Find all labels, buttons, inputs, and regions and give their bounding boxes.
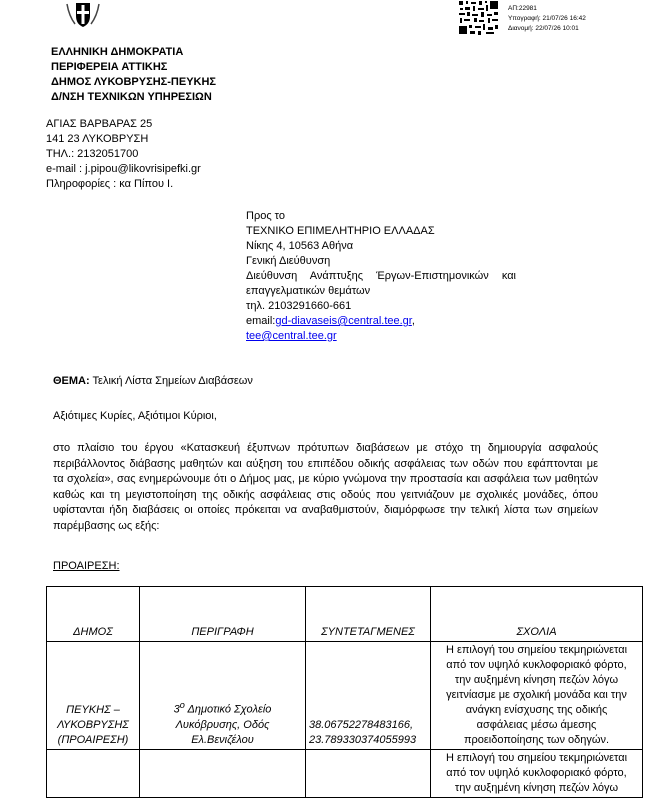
- cell-line: Ελ.Βενιζέλου: [191, 734, 254, 746]
- greeting: Αξιότιμες Κυρίες, Αξιότιμοι Κύριοι,: [53, 410, 217, 422]
- section-title: ΠΡΟΑΙΡΕΣΗ:: [53, 560, 120, 572]
- letterhead: [51, 45, 216, 105]
- crossings-table: [46, 586, 643, 798]
- table-header-row: [47, 587, 643, 642]
- greek-emblem-icon: [63, 2, 103, 28]
- letterhead-line: ΔΗΜΟΣ ΛΥΚΟΒΡΥΣΗΣ-ΠΕΥΚΗΣ: [51, 76, 217, 88]
- recipient-street: Νίκης 4, 10563 Αθήνα: [246, 240, 354, 252]
- coordinates-cell: [306, 750, 431, 798]
- recipient-email-line: [246, 314, 516, 329]
- cell-line: ΠΕΥΚΗΣ –: [66, 704, 120, 716]
- table-row: [47, 642, 643, 750]
- cell-line: την αυξημένη κίνηση πεζών λόγω: [454, 782, 619, 794]
- recipient-block: [246, 209, 516, 344]
- email-link-tee[interactable]: tee@central.tee.gr: [246, 330, 337, 342]
- cell-line: προειδοποίησης των οδηγών.: [463, 734, 610, 746]
- municipality-cell: [47, 750, 140, 798]
- letterhead-line: ΠΕΡΙΦΕΡΕΙΑ ΑΤΤΙΚΗΣ: [51, 61, 168, 73]
- cell-line: (ΠΡΟΑΙΡΕΣΗ): [57, 734, 129, 746]
- body-line: παρέμβασης ως εξής:: [53, 519, 160, 532]
- cell-line: από τον υψηλό κυκλοφοριακό φόρτο,: [446, 767, 627, 779]
- address-line: e-mail : j.pipou@likovrisipefki.gr: [46, 163, 201, 175]
- address-line: ΤΗΛ.: 2132051700: [46, 148, 139, 160]
- letterhead-line: ΕΛΛΗΝΙΚΗ ΔΗΜΟΚΡΑΤΙΑ: [51, 46, 184, 58]
- cell-line: [143, 698, 302, 718]
- cell-line: από τον υψηλό κυκλοφοριακό φόρτο,: [446, 659, 627, 671]
- school-number: 3: [173, 704, 180, 716]
- cell-line: Λυκόβρυσης, Οδός: [175, 719, 270, 731]
- cell-line: Η επιλογή του σημείου τεκμηριώνεται: [445, 644, 628, 656]
- body-line: τα σχολεία», σας ενημερώνουμε ότι ο Δήμος μας, με κύριο γνώμονα την προστασία και ασφάλεια των μαθητών: [53, 473, 598, 485]
- letterhead-line: Δ/ΝΣΗ ΤΕΧΝΙΚΩΝ ΥΠΗΡΕΣΙΩΝ: [51, 91, 212, 103]
- column-header: ΣΥΝΤΕΤΑΓΜΕΝΕΣ: [306, 587, 431, 642]
- notes-cell: [431, 750, 643, 798]
- subject-label: ΘΕΜΑ:: [53, 375, 90, 387]
- column-header: ΣΧΟΛΙΑ: [431, 587, 643, 642]
- address-line: ΑΓΙΑΣ ΒΑΡΒΑΡΑΣ 25: [46, 118, 153, 130]
- description-cell: [140, 642, 306, 750]
- qr-code: [458, 0, 500, 36]
- body-paragraph: [53, 441, 598, 534]
- sender-address: [46, 117, 201, 192]
- email-label: email:: [246, 315, 276, 327]
- description-cell: [140, 750, 306, 798]
- column-header: ΔΗΜΟΣ: [47, 587, 140, 642]
- cell-line: ΛΥΚΟΒΡΥΣΗΣ: [57, 719, 129, 731]
- recipient-division: Διεύθυνση Ανάπτυξης Έργων-Επιστημονικών και: [246, 270, 516, 282]
- school-name: Δημοτικό Σχολείο: [184, 704, 272, 716]
- cell-line: γειτνίασμε με σχολική μονάδα και την: [446, 689, 627, 701]
- email-separator: ,: [411, 315, 415, 327]
- cell-line: 23.789330374055993: [309, 734, 417, 746]
- recipient-org: ΤΕΧΝΙΚΟ ΕΠΙΜΕΛΗΤΗΡΙΟ ΕΛΛΑΔΑΣ: [246, 225, 435, 237]
- protocol-number: ΑΠ:22981: [508, 5, 537, 12]
- recipient-phone: τηλ. 2103291660-661: [246, 300, 352, 312]
- cell-line: ανάγκη ενίσχυσης της οδικής: [465, 704, 608, 716]
- municipality-cell: [47, 642, 140, 750]
- distribution-date: Διανομή: 22/07/26 10:01: [508, 25, 579, 32]
- ordinal-suffix: ο: [179, 700, 185, 711]
- coordinates-cell: [306, 642, 431, 750]
- signature-date: Υπογραφή: 21/07/26 16:42: [508, 15, 586, 22]
- recipient-division-cont: επαγγελματικών θεμάτων: [246, 285, 371, 297]
- notes-cell: [431, 642, 643, 750]
- body-line: στο πλαίσιο του έργου «Κατασκευή έξυπνων πρότυπων διαβάσεων με στόχο τη δημιουργία ασφαλούς: [53, 442, 598, 454]
- cell-line: ασφάλειας μέσω άμεσης: [476, 719, 597, 731]
- recipient-dept: Γενική Διεύθυνση: [246, 255, 331, 267]
- body-line: περιβάλλοντος διάβασης μαθητών και αύξηση του επιπέδου οδικής ασφάλειας των οδών που εφάπτονται με: [53, 457, 598, 470]
- subject-line: [53, 375, 253, 387]
- subject-text: Τελική Λίστα Σημείων Διαβάσεων: [89, 375, 253, 387]
- column-header: ΠΕΡΙΓΡΑΦΗ: [140, 587, 306, 642]
- cell-line: την αυξημένη κίνηση πεζών λόγω: [454, 674, 619, 686]
- cell-line: 38.06752278483166,: [309, 719, 413, 731]
- address-line: Πληροφορίες : κα Πίπου Ι.: [46, 178, 174, 190]
- body-line: καθώς και τη μεγιστοποίηση της οδικής ασφάλειας στις οδούς που γειτνιάζουν με σχολικές μονάδες, όπου: [53, 488, 598, 501]
- cell-line: Η επιλογή του σημείου τεκμηριώνεται: [445, 752, 628, 764]
- body-line: υφίστανται ήδη διαβάσεις οι οποίες πρόκειται να αναβαθμιστούν, διαμόρφωσε την τελική λίστα των σημείων: [53, 504, 598, 516]
- document-metadata: [508, 4, 586, 34]
- recipient-to: Προς το: [246, 210, 285, 222]
- address-line: 141 23 ΛΥΚΟΒΡΥΣΗ: [46, 133, 149, 145]
- table-row: [47, 750, 643, 798]
- recipient-email-line-2: [246, 329, 516, 344]
- email-link-diavaseis[interactable]: gd-diavaseis@central.tee.gr: [275, 315, 412, 327]
